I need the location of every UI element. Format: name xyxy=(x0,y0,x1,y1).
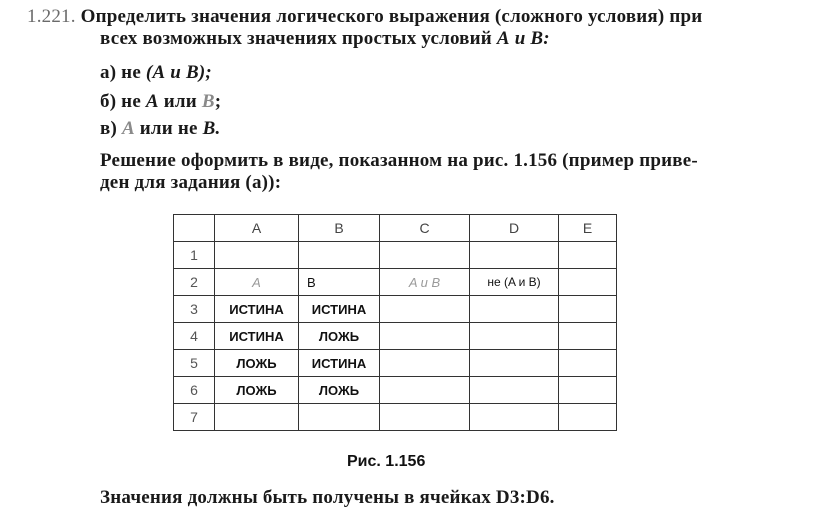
item-c-mid: или не xyxy=(134,118,203,139)
corner-cell xyxy=(174,215,215,242)
cell-d4 xyxy=(470,323,559,350)
cell-d2: не (A и B) xyxy=(470,269,559,296)
table-row xyxy=(174,296,617,323)
problem-number: 1.221. xyxy=(27,6,76,27)
cell-a2: A xyxy=(215,269,299,296)
problem-statement-line2 xyxy=(100,28,550,50)
cell-b4: ЛОЖЬ xyxy=(299,323,380,350)
row-number: 1 xyxy=(174,242,215,269)
table-row xyxy=(174,350,617,377)
row-number: 5 xyxy=(174,350,215,377)
cell-a4: ИСТИНА xyxy=(215,323,299,350)
column-header-c: C xyxy=(380,215,470,242)
column-header-row xyxy=(174,215,617,242)
item-a-expr: (А и В); xyxy=(145,62,212,83)
cell-d6 xyxy=(470,377,559,404)
row-number: 4 xyxy=(174,323,215,350)
table-row xyxy=(174,323,617,350)
cell-a3: ИСТИНА xyxy=(215,296,299,323)
column-header-d: D xyxy=(470,215,559,242)
cell-e4 xyxy=(559,323,617,350)
item-c-var-a: А xyxy=(121,118,135,139)
item-b-end: ; xyxy=(214,91,222,112)
cell-c1 xyxy=(380,242,470,269)
cell-e6 xyxy=(559,377,617,404)
cell-a6: ЛОЖЬ xyxy=(215,377,299,404)
instruction-line2 xyxy=(100,172,281,194)
cell-c4 xyxy=(380,323,470,350)
cell-b5: ИСТИНА xyxy=(299,350,380,377)
cell-c2: A и B xyxy=(380,269,470,296)
cell-e7 xyxy=(559,404,617,431)
cell-e1 xyxy=(559,242,617,269)
cell-a1 xyxy=(215,242,299,269)
item-a-prefix: а) не xyxy=(100,62,146,83)
cell-b6: ЛОЖЬ xyxy=(299,377,380,404)
cell-b2: B xyxy=(299,269,380,296)
problem-statement-line1 xyxy=(27,6,702,28)
item-b-var-a: А xyxy=(145,91,159,112)
column-header-b: B xyxy=(299,215,380,242)
cell-d7 xyxy=(470,404,559,431)
cell-c6 xyxy=(380,377,470,404)
cell-e2 xyxy=(559,269,617,296)
cell-c3 xyxy=(380,296,470,323)
row-number: 2 xyxy=(174,269,215,296)
item-c xyxy=(100,118,220,140)
spreadsheet-figure xyxy=(173,214,617,431)
column-header-e: E xyxy=(559,215,617,242)
problem-text-cont: всех возможных значениях простых условий xyxy=(100,28,497,49)
problem-vars: А и В: xyxy=(496,28,550,49)
item-c-prefix: в) xyxy=(100,118,122,139)
cell-e5 xyxy=(559,350,617,377)
column-header-a: A xyxy=(215,215,299,242)
row-number: 7 xyxy=(174,404,215,431)
instruction-text-cont: ден для задания (а)): xyxy=(100,172,282,193)
table-row xyxy=(174,404,617,431)
footer-text: Значения должны быть получены в ячейках D3:D6. xyxy=(100,487,555,508)
cell-b3: ИСТИНА xyxy=(299,296,380,323)
item-a xyxy=(100,62,212,84)
item-b-or: или xyxy=(158,91,202,112)
cell-d1 xyxy=(470,242,559,269)
footer-note xyxy=(100,487,555,509)
item-c-end: В. xyxy=(202,118,221,139)
row-number: 6 xyxy=(174,377,215,404)
problem-text: Определить значения логического выражения (сложного условия) при xyxy=(80,6,703,27)
cell-e3 xyxy=(559,296,617,323)
instruction-line1 xyxy=(100,150,698,172)
cell-c7 xyxy=(380,404,470,431)
cell-c5 xyxy=(380,350,470,377)
table-row xyxy=(174,269,617,296)
instruction-text: Решение оформить в виде, показанном на рис. 1.156 (пример приве- xyxy=(100,150,698,171)
cell-b7 xyxy=(299,404,380,431)
item-b xyxy=(100,91,221,113)
item-b-var-b: В xyxy=(201,91,215,112)
table-row xyxy=(174,242,617,269)
figure-caption: Рис. 1.156 xyxy=(347,453,426,470)
cell-d3 xyxy=(470,296,559,323)
row-number: 3 xyxy=(174,296,215,323)
item-b-prefix: б) не xyxy=(100,91,146,112)
cell-b1 xyxy=(299,242,380,269)
cell-d5 xyxy=(470,350,559,377)
cell-a5: ЛОЖЬ xyxy=(215,350,299,377)
table-row xyxy=(174,377,617,404)
cell-a7 xyxy=(215,404,299,431)
